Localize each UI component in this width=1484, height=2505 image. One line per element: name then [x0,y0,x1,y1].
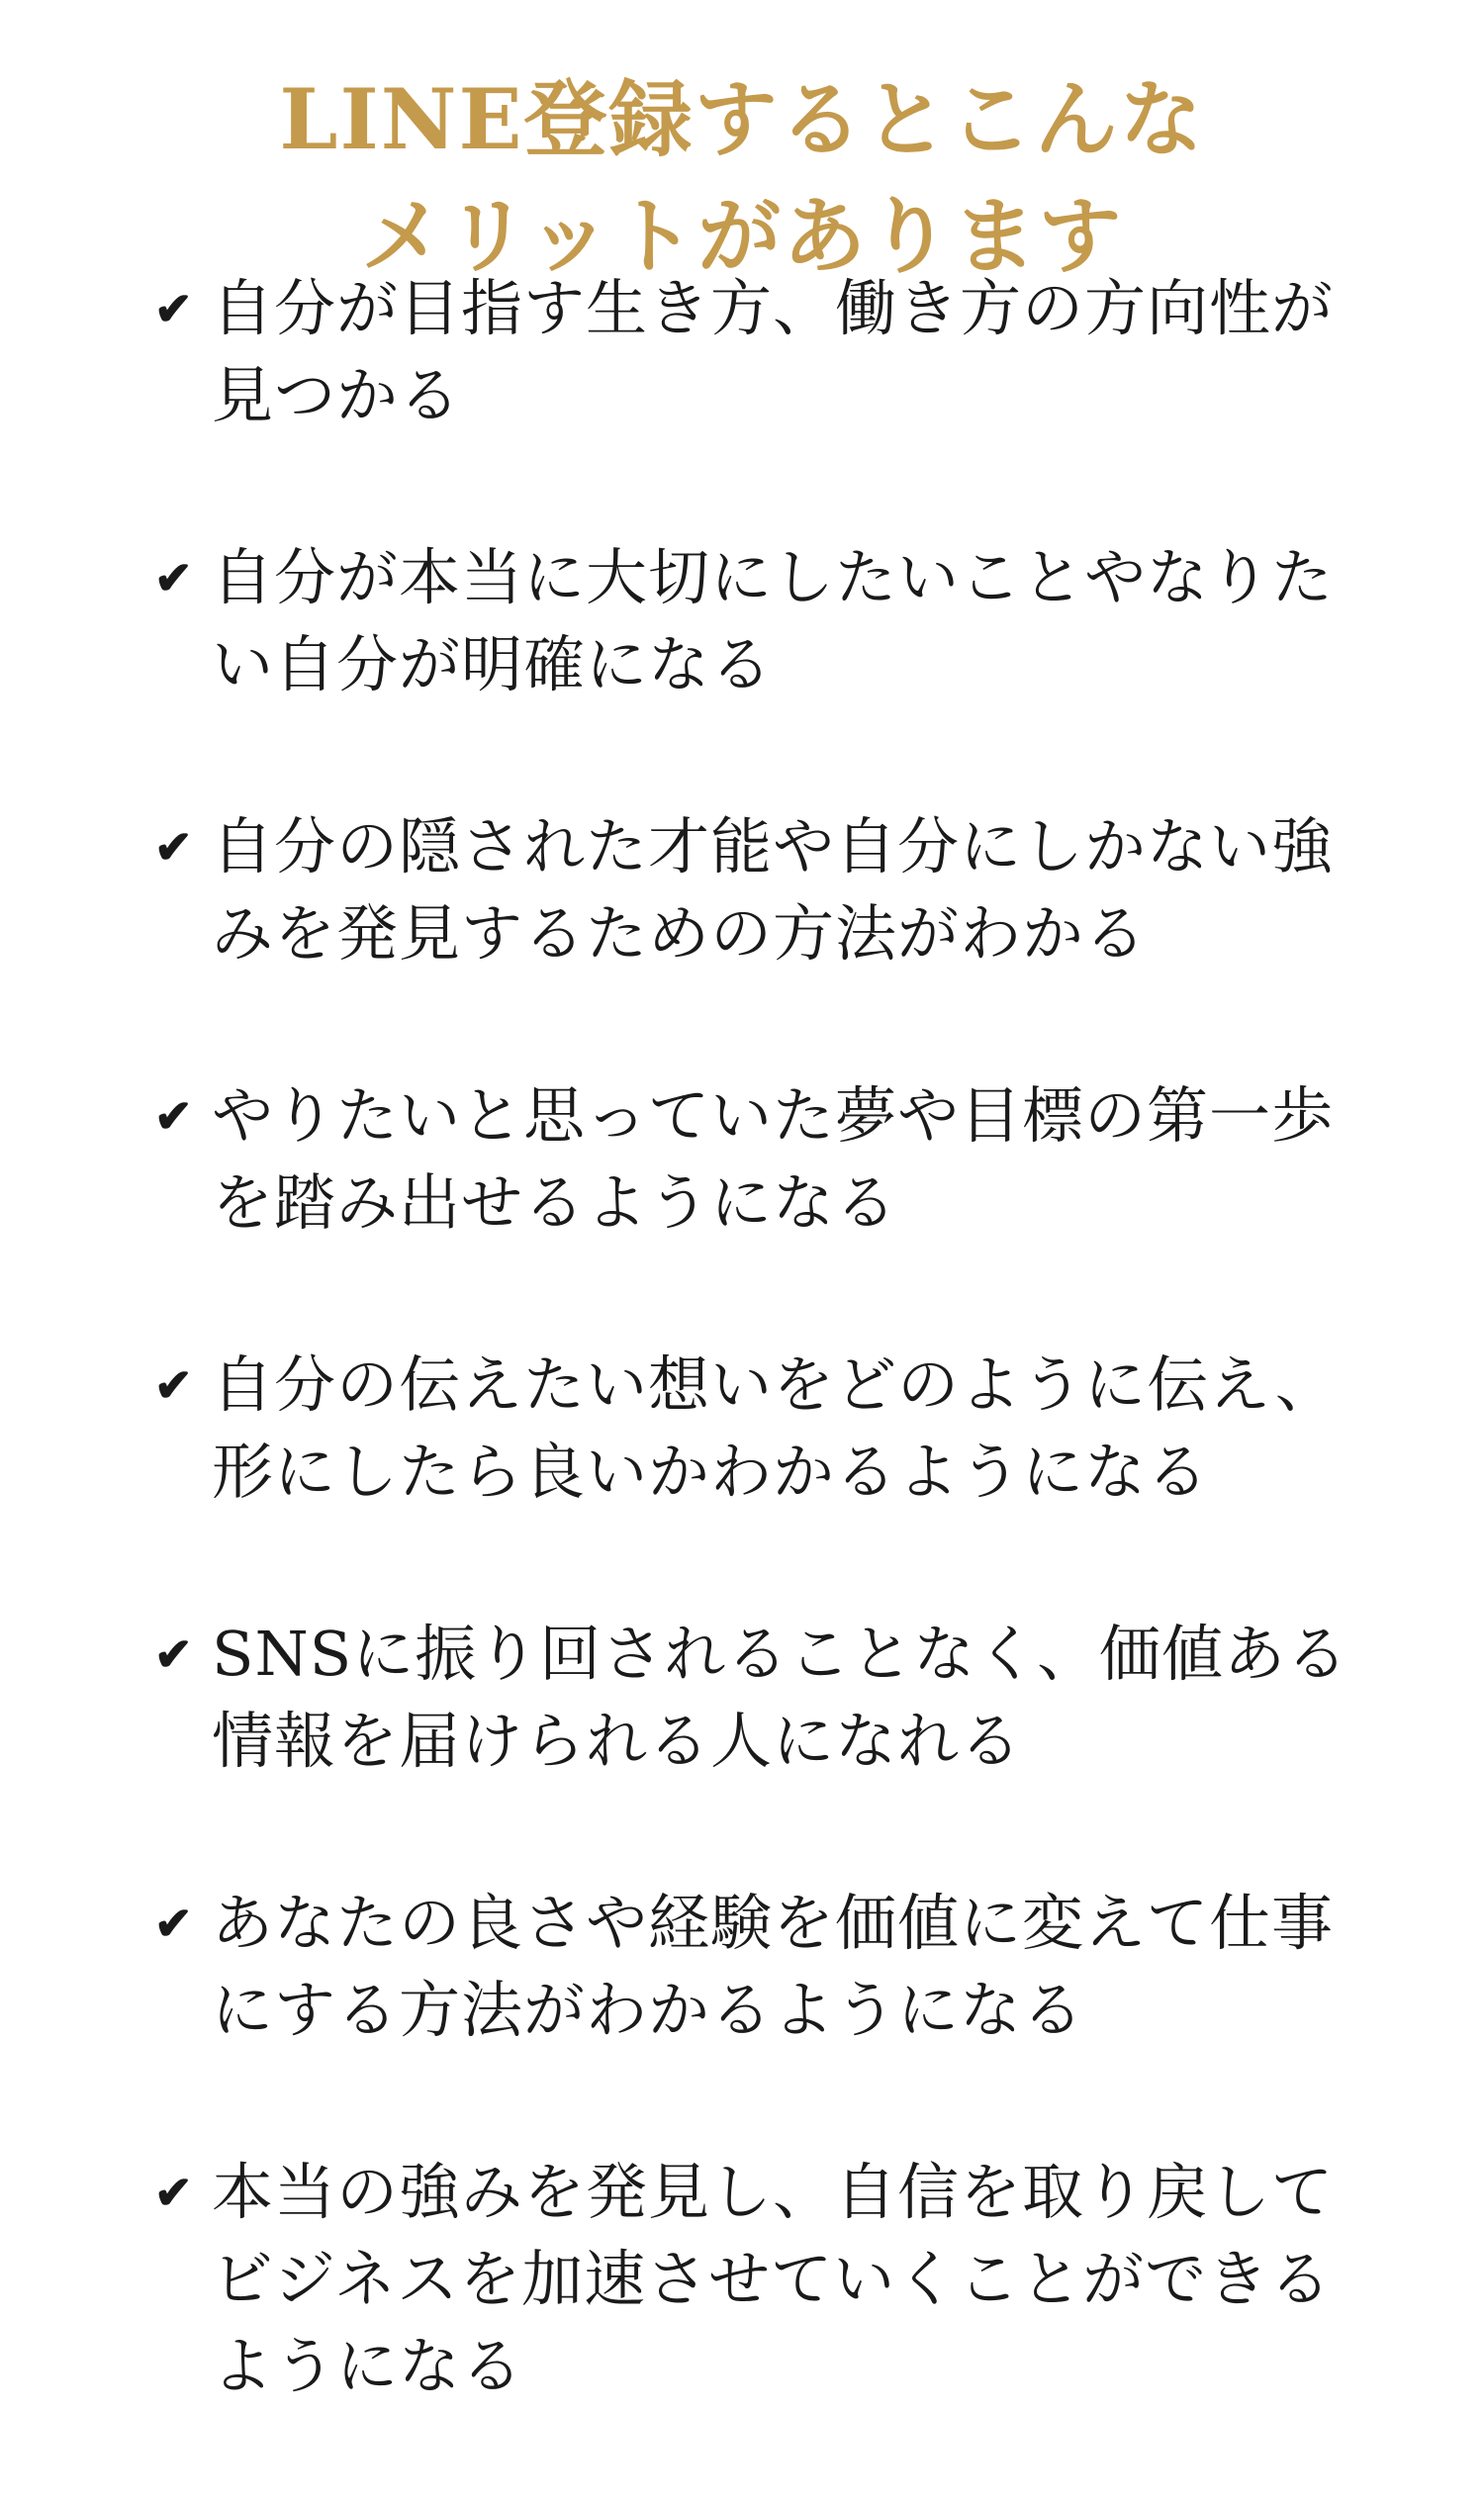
title-line-1: LINE登録するとこんな [279,70,1205,169]
benefit-item [148,1342,1375,1516]
checkmark-icon: ✔ [154,2166,193,2219]
benefit-item [148,534,1375,708]
benefit-text: 自分の隠された才能や自分にしかない強みを発見するための方法がわかる [212,810,1335,970]
checkmark-icon: ✔ [154,1089,193,1143]
checkmark-icon: ✔ [154,820,193,874]
benefit-text: 自分が本当に大切にしたいことやなりたい自分が明確になる [212,541,1335,700]
checkmark-icon: ✔ [154,1358,193,1412]
benefit-item [148,2149,1375,2410]
benefit-text: やりたいと思っていた夢や目標の第一歩を踏み出せるようになる [212,1079,1335,1239]
benefit-item [148,1072,1375,1247]
benefit-text: SNSに振り回されることなく、価値ある情報を届けられる人になれる [212,1618,1348,1777]
checkmark-icon: ✔ [154,551,193,604]
checkmark-icon: ✔ [154,1627,193,1681]
benefit-item [148,1611,1375,1785]
page-title [0,61,1484,295]
title-line-2: メリットがあります [360,187,1124,286]
benefit-item [148,803,1375,977]
checkmark-icon: ✔ [154,1897,193,1950]
benefit-text: 自分が目指す生き方、働き方の方向性が見つかる [212,272,1335,431]
benefit-text: あなたの良さや経験を価値に変えて仕事にする方法がわかるようになる [212,1887,1335,2046]
benefit-text: 自分の伝えたい想いをどのように伝え、形にしたら良いかわかるようになる [212,1348,1338,1508]
benefit-item [148,1880,1375,2054]
benefit-list [148,265,1375,2505]
benefit-text: 本当の強みを発見し、自信を取り戻してビジネスを加速させていくことができるようになる [212,2156,1335,2402]
checkmark-icon: ✔ [154,282,193,335]
benefit-item [148,265,1375,439]
